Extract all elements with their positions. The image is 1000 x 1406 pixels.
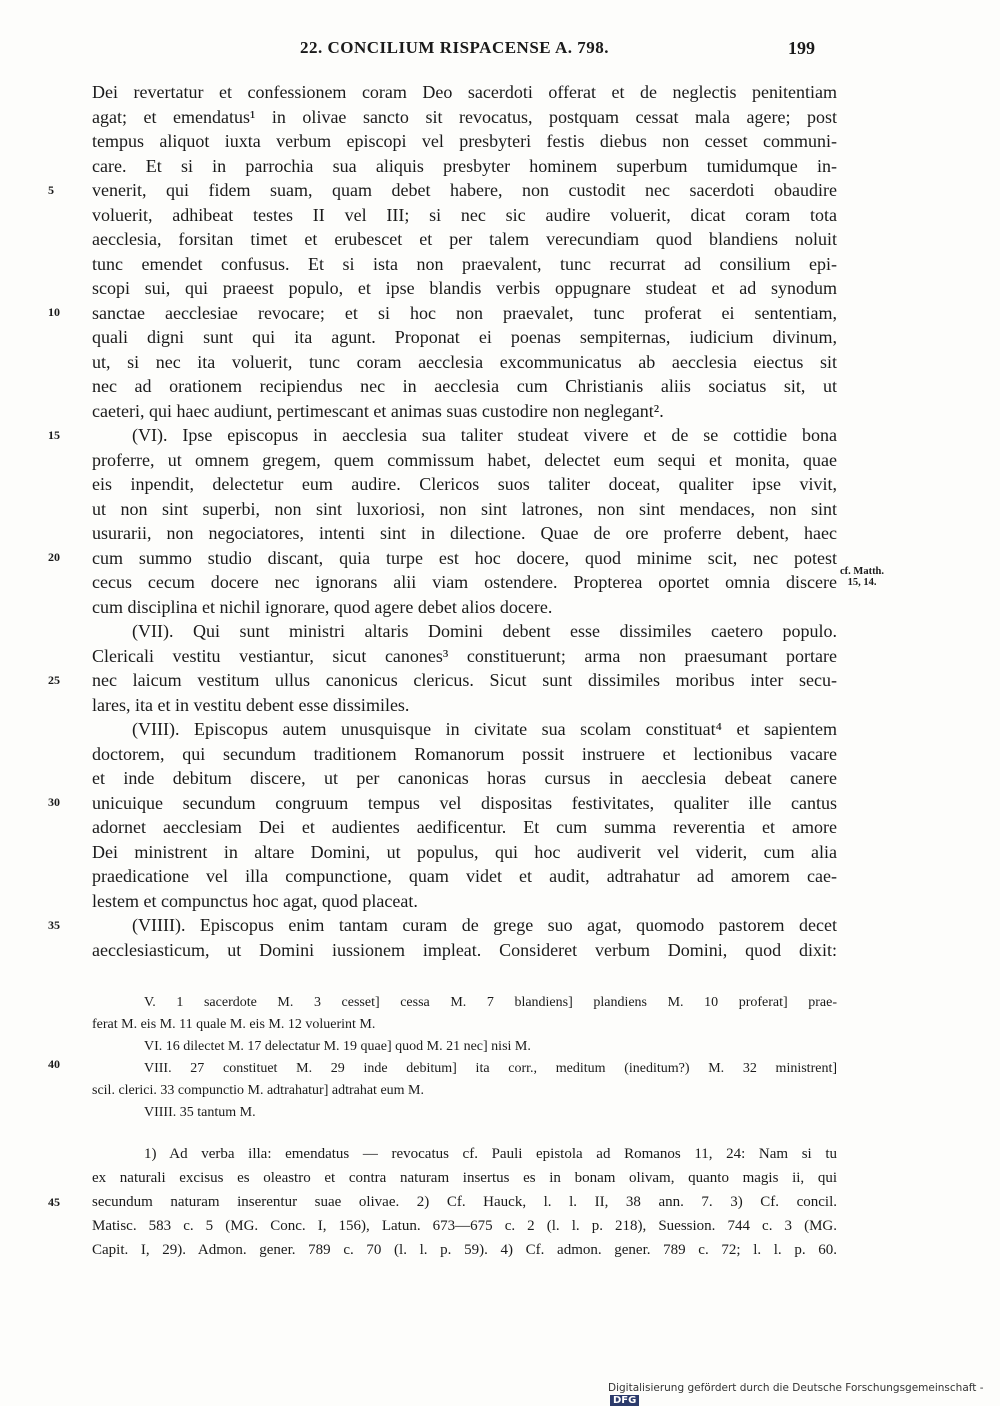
text-line: et inde debitum discere, ut per canonicas horas cursus in aecclesia debeat canere: [92, 768, 837, 788]
text-line: sanctae aecclesiae revocare; et si hoc non praevalet, tunc proferat ei sententiam,: [92, 302, 837, 323]
variant-line: VI. 16 dilectet M. 17 delectatur M. 19 quae] quod M. 21 nec] nisi M.: [144, 1039, 531, 1054]
text-line: Dei revertatur et confessionem coram Deo sacerdoti offerat et de neglectis penitentiam: [92, 82, 837, 102]
text-line: caeteri, qui haec audiunt, pertimescant et animas suas custodire non neglegant².: [92, 400, 664, 421]
variant-line: VIIII. 35 tantum M.: [144, 1105, 256, 1120]
footnote-line: Capit. I, 29). Admon. gener. 789 c. 70 (l. l. p. 59). 4) Cf. admon. gener. 789 c. 72; l. l. p. 60.: [92, 1242, 837, 1258]
text-line: venerit, qui fidem suam, quam debet habere, non custodit nec sacerdoti obaudire: [92, 180, 837, 200]
line-number: 5: [48, 183, 54, 197]
line-number: 40: [48, 1057, 60, 1071]
text-line: lares, ita et in vestitu debent esse dissimiles.: [92, 694, 410, 715]
variant-line: scil. clerici. 33 compunctio M. adtrahatur] adtrahat eum M.: [92, 1083, 425, 1098]
footnote-line: Matisc. 583 c. 5 (MG. Conc. I, 156), Latun. 673—675 c. 2 (l. l. p. 218), Suession. 744 c. 3 (MG.: [92, 1218, 837, 1234]
line-number: 35: [48, 918, 60, 932]
page-title: 22. CONCILIUM RISPACENSE A. 798.: [300, 38, 609, 57]
dfg-logo: DFG: [610, 1395, 639, 1406]
line-number: 10: [48, 305, 60, 319]
text-line: nec laicum vestitum ullus canonicus clericus. Sicut sunt dissimiles moribus inter secu-: [92, 670, 837, 690]
running-header: [0, 38, 1000, 68]
text-line: cum summo studio discant, quia turpe est hoc docere, quod minime scit, nec potest: [92, 547, 837, 568]
page-number: 199: [788, 38, 815, 58]
text-line: (VIIII). Episcopus enim tantam curam de grege suo agat, quomodo pastorem decet: [132, 915, 837, 935]
text-line: Dei ministrent in altare Domini, ut populus, qui hoc audiverit vel viderit, cum alia: [92, 841, 837, 862]
text-line: praedicatione vel illa compunctione, quam videt et audit, adtrahatur ad amorem cae-: [92, 866, 837, 886]
line-number: 25: [48, 673, 60, 687]
footnote-line: 1) Ad verba illa: emendatus — revocatus cf. Pauli epistola ad Romanos 11, 24: Nam si tu: [144, 1146, 837, 1162]
text-line: voluerit, adhibeat testes II vel III; si nec sic audire voluerit, dicat coram tota: [92, 204, 837, 225]
line-number: 30: [48, 795, 60, 809]
text-line: Clericali vestitu vestiantur, sicut canones³ constituerunt; arma non praesumant portare: [92, 645, 837, 666]
text-line: eis inpendit, delectetur eum audire. Clericos suos taliter doceat, qualiter ipse vivit,: [92, 474, 837, 494]
text-line: nec ad orationem recipiendus nec in aecclesia cum Christianis aliis sociatus sit, ut: [92, 376, 837, 396]
text-line: ut, si nec ita voluerit, tunc coram aecclesia excommunicatus ab aecclesia eiectus sit: [92, 351, 837, 372]
text-line: aecclesiasticum, ut Domini iussionem impleat. Consideret verbum Domini, quod dixit:: [92, 939, 837, 960]
text-line: unicuique secundum congruum tempus vel dispositas festivitates, qualiter ille cantus: [92, 792, 837, 813]
text-line: ut non sint superbi, non sint luxoriosi, non sint latrones, non sint mendaces, non sint: [92, 498, 837, 519]
line-number: 45: [48, 1195, 60, 1209]
text-line: cum disciplina et nichil ignorare, quod agere debet alios docere.: [92, 596, 553, 617]
text-line: proferre, ut omnem gregem, quem commissum habet, delectet eum sequi et monita, quae: [92, 449, 837, 470]
variant-line: VIII. 27 constituet M. 29 inde debitum] ita corr., meditum (ineditum?) M. 32 ministrent]: [144, 1061, 837, 1076]
text-line: (VIII). Episcopus autem unusquisque in civitate sua scolam constituat⁴ et sapientem: [132, 719, 837, 739]
text-line: tunc emendet confusus. Et si ista non praevalent, tunc recurrat ad consilium epi-: [92, 253, 837, 274]
text-line: doctorem, qui secundum traditionem Romanorum possit instruere et lectionibus vacare: [92, 743, 837, 764]
variant-line: V. 1 sacerdote M. 3 cesset] cessa M. 7 blandiens] plandiens M. 10 proferat] prae-: [144, 995, 837, 1010]
text-line: (VI). Ipse episcopus in aecclesia sua taliter studeat vivere et de se cottidie bona: [132, 425, 837, 445]
text-line: (VII). Qui sunt ministri altaris Domini debent esse dissimiles caetero populo.: [132, 621, 837, 641]
digitization-footer: [608, 1382, 1000, 1406]
footer-text: Digitalisierung gefördert durch die Deutsche Forschungsgemeinschaft -: [608, 1382, 984, 1394]
text-line: scopi sui, qui praeest populo, et ipse blandis verbis oppugnare studeat et ad synodum: [92, 278, 837, 298]
text-line: cecus cecum docere nec ignorans alii viam ostendere. Propterea oportet omnia discere: [92, 572, 837, 592]
marginal-note-ref: cf. Matth.: [840, 566, 885, 577]
text-line: adornet aecclesiam Dei et audientes aedificentur. Et cum summa reverentia et amore: [92, 817, 837, 837]
variant-line: ferat M. eis M. 11 quale M. eis M. 12 voluerint M.: [92, 1017, 376, 1032]
text-line: tempus aliquot iuxta verbum episcopi vel presbyteri festis diebus non cesset communi-: [92, 131, 837, 151]
text-line: lestem et compunctus hoc agat, quod placeat.: [92, 890, 418, 911]
text-line: agat; et emendatus¹ in olivae sancto sit revocatus, postquam cessat mala agere; post: [92, 106, 837, 127]
footnote-line: secundum naturam inserentur suae olivae. 2) Cf. Hauck, l. l. II, 38 ann. 7. 3) Cf. concil.: [92, 1194, 837, 1210]
text-line: care. Et si in parrochia sua aliquis presbyter hominem superbum tumidumque in-: [92, 155, 837, 176]
marginal-note-loc: 15, 14.: [847, 577, 877, 588]
line-number: 20: [48, 550, 60, 564]
text-line: aecclesia, forsitan timet et erubescet et per talem verecundiam quod blandiens noluit: [92, 229, 837, 249]
text-line: quali digni sunt qui ita agunt. Proponat ei poenas sempiternas, iudicium divinum,: [92, 327, 837, 347]
marginal-note: [840, 566, 884, 588]
text-line: usurarii, non negociatores, intenti sint in dilectione. Quae de ore proferre debent, haec: [92, 523, 837, 543]
footnote-line: ex naturali excisus es oleastro et contra naturam insertus es in bonam olivam, quanto magis ii, qui: [92, 1170, 837, 1186]
line-number: 15: [48, 428, 60, 442]
